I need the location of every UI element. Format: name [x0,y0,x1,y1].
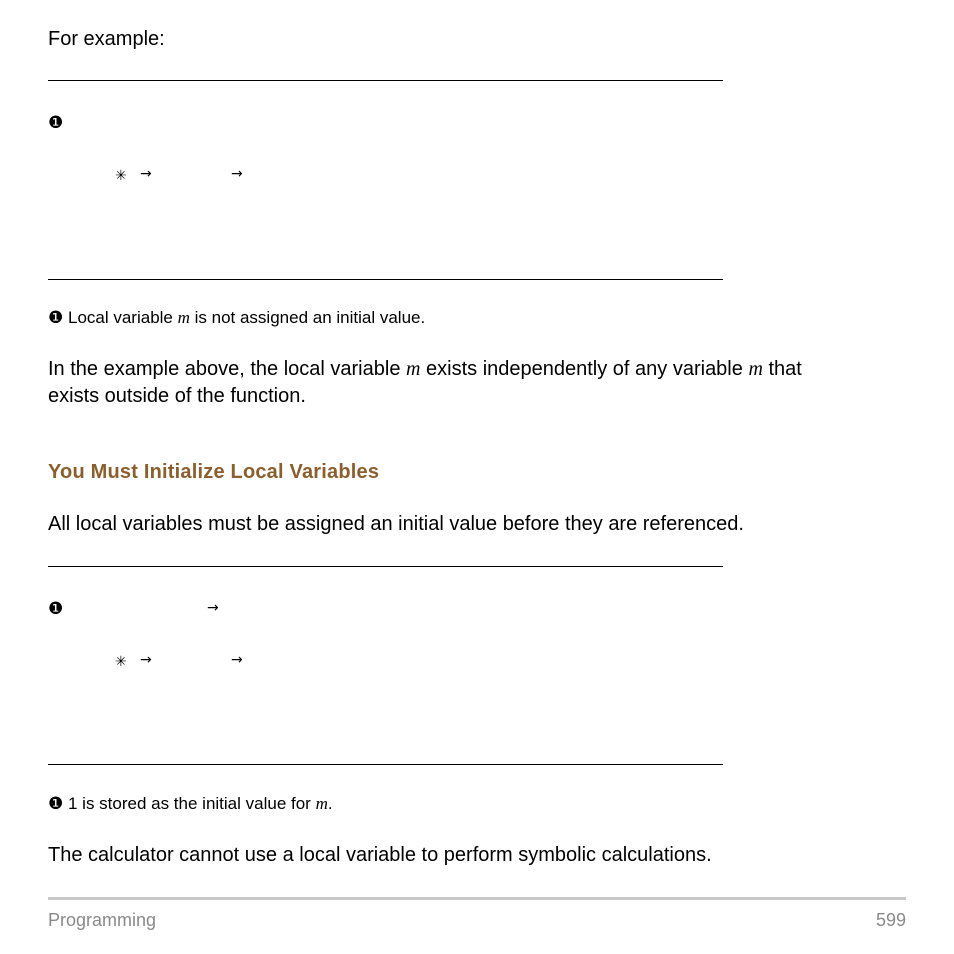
example2-top-rule [48,566,723,567]
example1-top-rule [48,80,723,81]
multiply-star-icon: ✳ [115,168,127,184]
section-heading: You Must Initialize Local Variables [48,461,380,483]
example1-note-prefix: Local variable [67,308,178,327]
paragraph-initialize: All local variables must be assigned an initial value before they are referenced. [48,513,744,535]
paragraph1-var2: m [748,358,763,380]
example2-note-marker: ❶ [48,794,64,814]
paragraph-independent-variable [48,356,908,410]
example2-callout-marker: ❶ [48,599,64,619]
example1-note-marker: ❶ [48,308,64,328]
paragraph1-part2: exists independently of any variable [420,358,749,380]
store-arrow-icon: → [231,652,243,668]
store-arrow-icon: → [140,166,152,182]
multiply-star-icon: ✳ [115,654,127,670]
footer-section-name: Programming [48,910,157,930]
example2-bottom-rule [48,764,723,765]
example2-note-suffix: . [327,794,333,813]
example1-bottom-rule [48,279,723,280]
example1-callout-marker: ❶ [48,113,64,133]
store-arrow-icon: → [207,600,219,616]
example2-note-prefix: 1 is stored as the initial value for [67,794,316,813]
footer-rule [48,897,906,900]
intro-text: For example: [48,28,165,50]
example2-note [48,793,333,815]
example1-note-var: m [177,308,190,327]
example2-note-var: m [315,794,328,813]
footer-page-number: 599 [875,910,906,930]
paragraph1-line2: exists outside of the function. [48,385,306,407]
example1-note [48,307,425,329]
paragraph1-part3: that [762,358,802,380]
paragraph-symbolic: The calculator cannot use a local variable to perform symbolic calculations. [48,844,712,866]
store-arrow-icon: → [140,652,152,668]
store-arrow-icon: → [231,166,243,182]
paragraph1-part1: In the example above, the local variable [48,358,406,380]
example1-note-suffix: is not assigned an initial value. [189,308,426,327]
paragraph1-var1: m [406,358,421,380]
